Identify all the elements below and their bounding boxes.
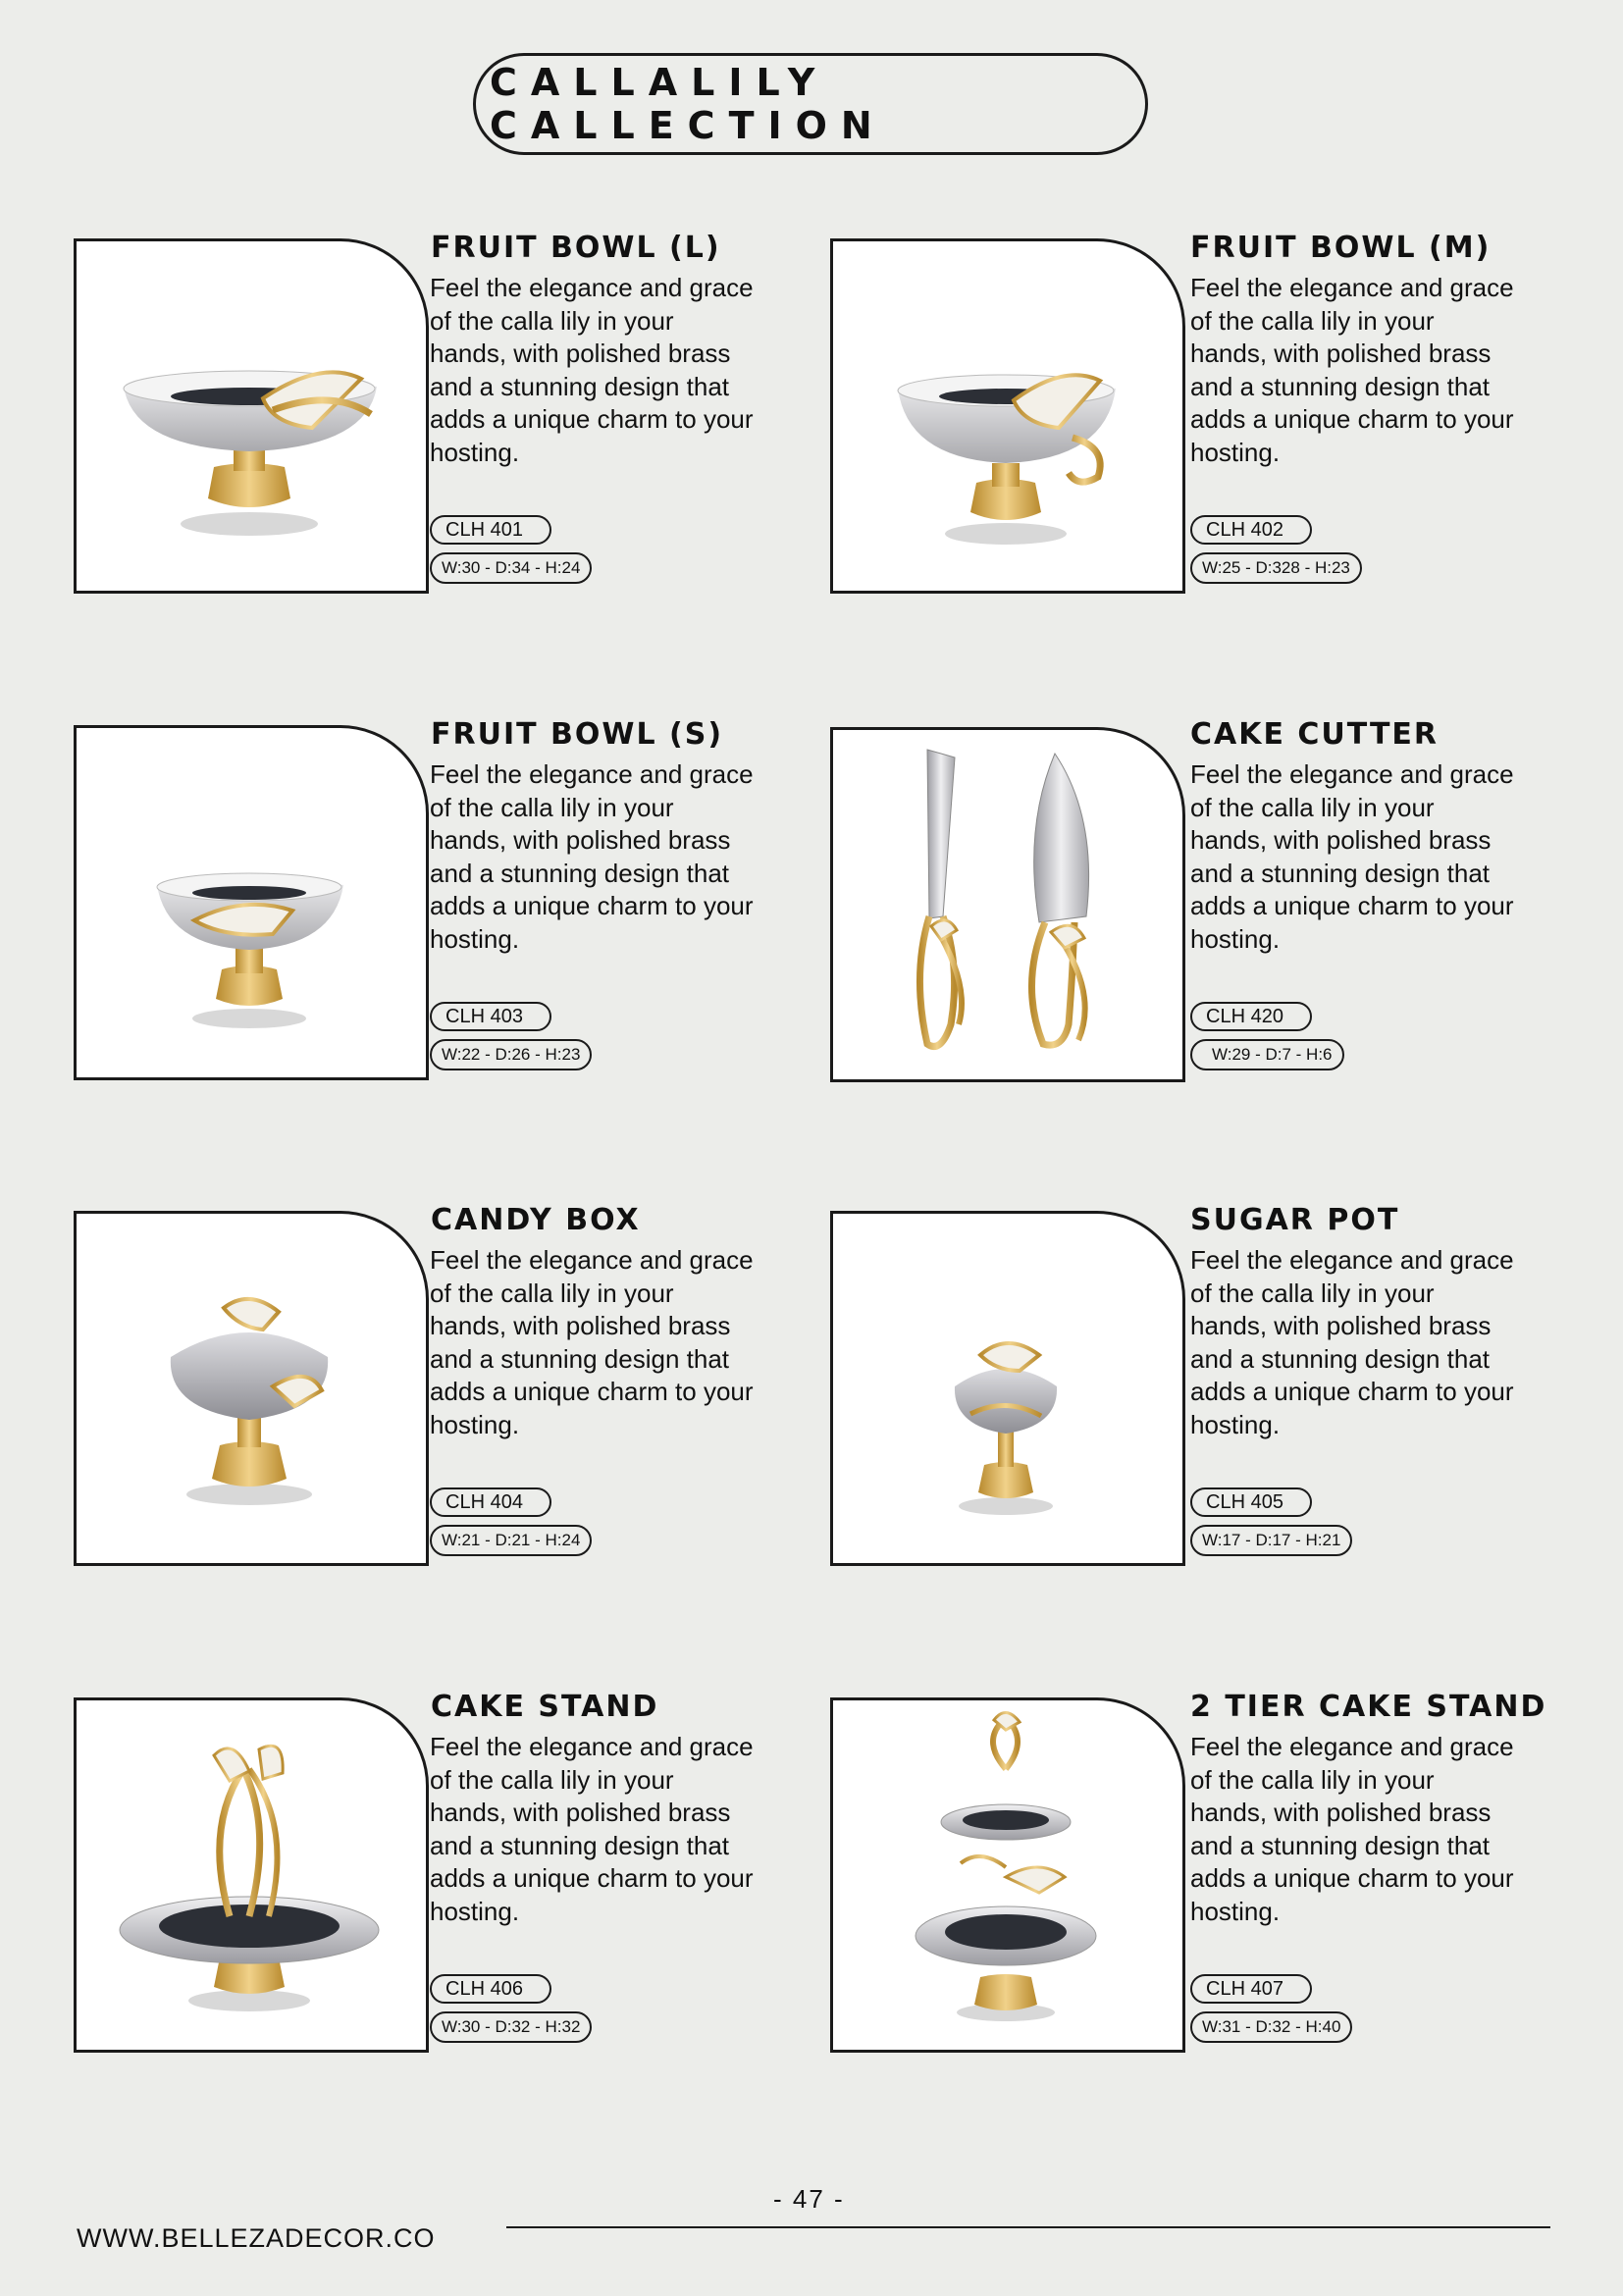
product-card-fruit-bowl-m — [830, 231, 1576, 592]
sugar-pot-icon — [833, 1214, 1182, 1563]
product-title: FRUIT BOWL (S) — [431, 717, 724, 752]
product-image-frame — [830, 1697, 1185, 2053]
small-fruit-bowl-icon — [77, 728, 426, 1077]
product-image-frame — [74, 238, 429, 594]
cake-stand-icon — [77, 1700, 426, 2050]
product-image-frame — [830, 1211, 1185, 1566]
product-description: Feel the elegance and grace of the calla lily in your hands, with polished brass and a stunning design that adds a unique charm to your hosting. — [430, 273, 754, 467]
footer-divider — [506, 2226, 1550, 2228]
product-description: Feel the elegance and grace of the calla lily in your hands, with polished brass and a stunning design that adds a unique charm to your hosting. — [430, 1245, 754, 1439]
product-title: FRUIT BOWL (L) — [431, 231, 721, 265]
product-code-badge: CLH 402 — [1190, 515, 1312, 545]
two-tier-cake-stand-icon — [833, 1700, 1182, 2050]
product-title: CAKE STAND — [431, 1690, 659, 1724]
product-card-fruit-bowl-s — [74, 717, 819, 1078]
page-title: CALLALILY CALLECTION — [473, 53, 1148, 155]
product-image-frame — [830, 727, 1185, 1082]
product-description: Feel the elegance and grace of the calla lily in your hands, with polished brass and a stunning design that adds a unique charm to your hosting. — [1190, 1732, 1514, 1926]
product-card-sugar-pot — [830, 1203, 1576, 1564]
page-number: - 47 - — [773, 2184, 845, 2214]
product-description: Feel the elegance and grace of the calla lily in your hands, with polished brass and a stunning design that adds a unique charm to your hosting. — [430, 1732, 754, 1926]
product-card-fruit-bowl-l — [74, 231, 819, 592]
product-title: 2 TIER CAKE STAND — [1190, 1690, 1547, 1724]
product-image-frame — [830, 238, 1185, 594]
product-dimensions-badge: W:29 - D:7 - H:6 — [1190, 1039, 1344, 1070]
cake-cutter-icon — [833, 730, 1182, 1079]
product-card-candy-box — [74, 1203, 819, 1564]
product-image-frame — [74, 1211, 429, 1566]
product-dimensions-badge: W:31 - D:32 - H:40 — [1190, 2011, 1352, 2043]
product-code-badge: CLH 420 — [1190, 1002, 1312, 1031]
product-description: Feel the elegance and grace of the calla lily in your hands, with polished brass and a stunning design that adds a unique charm to your hosting. — [1190, 1245, 1514, 1439]
product-code-badge: CLH 401 — [430, 515, 551, 545]
product-code-badge: CLH 404 — [430, 1487, 551, 1517]
product-description: Feel the elegance and grace of the calla lily in your hands, with polished brass and a stunning design that adds a unique charm to your hosting. — [1190, 273, 1514, 467]
product-dimensions-badge: W:30 - D:34 - H:24 — [430, 552, 592, 584]
product-image-frame — [74, 725, 429, 1080]
product-code-badge: CLH 407 — [1190, 1974, 1312, 2004]
product-card-cake-cutter — [830, 717, 1576, 1078]
candy-box-icon — [77, 1214, 426, 1563]
footer-website-link[interactable]: WWW.BELLEZADECOR.CO — [77, 2223, 436, 2253]
product-card-two-tier-cake-stand — [830, 1690, 1576, 2051]
product-dimensions-badge: W:17 - D:17 - H:21 — [1190, 1525, 1352, 1556]
product-card-cake-stand — [74, 1690, 819, 2051]
product-title: FRUIT BOWL (M) — [1190, 231, 1492, 265]
product-title: SUGAR POT — [1190, 1203, 1400, 1237]
large-fruit-bowl-icon — [77, 241, 426, 591]
product-code-badge: CLH 406 — [430, 1974, 551, 2004]
product-dimensions-badge: W:25 - D:328 - H:23 — [1190, 552, 1362, 584]
product-description: Feel the elegance and grace of the calla lily in your hands, with polished brass and a stunning design that adds a unique charm to your hosting. — [430, 759, 754, 954]
product-dimensions-badge: W:22 - D:26 - H:23 — [430, 1039, 592, 1070]
product-code-badge: CLH 405 — [1190, 1487, 1312, 1517]
product-code-badge: CLH 403 — [430, 1002, 551, 1031]
product-description: Feel the elegance and grace of the calla lily in your hands, with polished brass and a stunning design that adds a unique charm to your hosting. — [1190, 759, 1514, 954]
product-dimensions-badge: W:21 - D:21 - H:24 — [430, 1525, 592, 1556]
medium-fruit-bowl-icon — [833, 241, 1182, 591]
product-dimensions-badge: W:30 - D:32 - H:32 — [430, 2011, 592, 2043]
product-title: CAKE CUTTER — [1190, 717, 1440, 752]
product-image-frame — [74, 1697, 429, 2053]
product-title: CANDY BOX — [431, 1203, 641, 1237]
